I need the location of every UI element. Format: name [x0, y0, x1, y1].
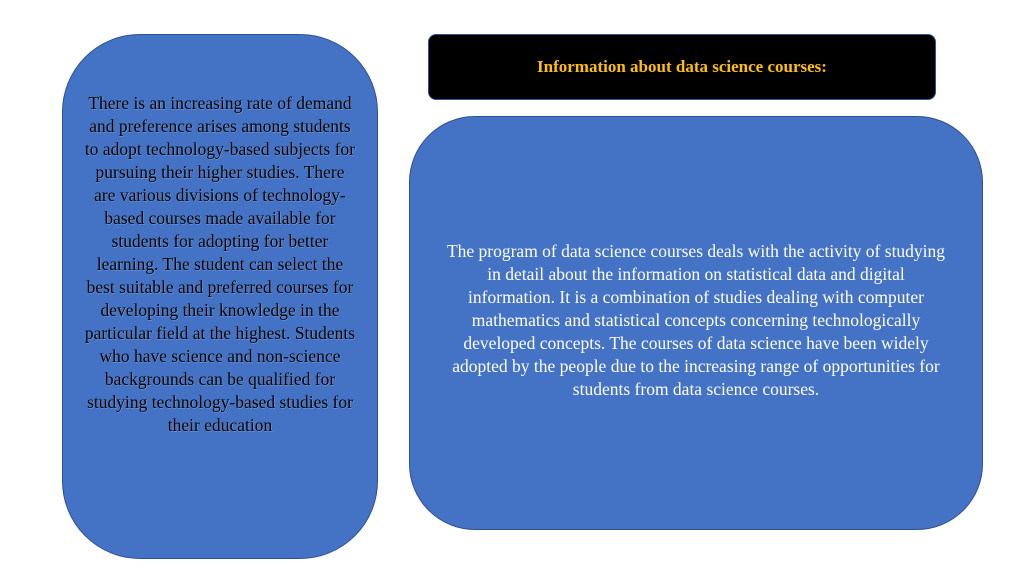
- title-banner: [428, 34, 936, 100]
- right-info-panel: [409, 116, 983, 530]
- left-info-panel: [62, 34, 378, 559]
- left-info-text: There is an increasing rate of demand and preference arises among students to adopt technology-based subjects for pursuing their higher studies. There are various divisions of technology-based courses made available for students for adopting for better learning. The student can select the best suitable and preferred courses for developing their knowledge in the particular field at the highest. Students who have science and non-science backgrounds can be qualified for studying technology-based studies for their education: [84, 93, 356, 435]
- right-info-text: The program of data science courses deals with the activity of studying in detail about the information on statistical data and digital information. It is a combination of studies dealing with computer mathematics and statistical concepts concerning technologically developed concepts. The courses of data science have been widely adopted by the people due to the increasing range of opportunities for students from data science courses.: [446, 241, 946, 399]
- page-title: Information about data science courses:: [537, 57, 827, 76]
